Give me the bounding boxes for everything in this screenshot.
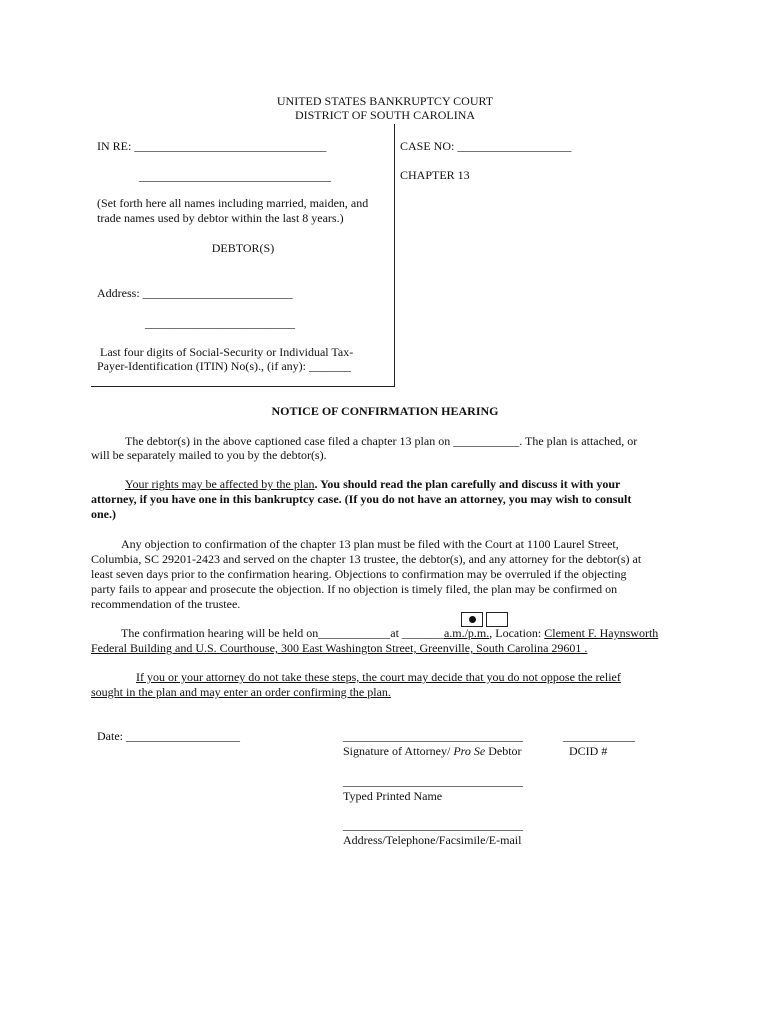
consequence-line2: sought in the plan and may enter an order confirming the plan. — [91, 685, 391, 699]
rights-affected-text: Your rights may be affected by the plan — [125, 477, 315, 491]
objection-line5: recommendation of the trustee. — [91, 597, 241, 611]
objection-line2: Columbia, SC 29201-2423 and served on the chapter 13 trustee, the debtor(s), and any attorney for the debtor(s) at — [91, 552, 642, 566]
rights-line2: attorney, if you have one in this bankruptcy case. (If you do not have an attorney, you may wish to consult — [91, 492, 632, 506]
ssn-note-line1: Last four digits of Social-Security or Individual Tax- — [100, 345, 354, 359]
debtor-text: Debtor — [485, 744, 522, 758]
court-name: UNITED STATES BANKRUPTCY COURT — [276, 94, 494, 108]
consequence-line1: If you or your attorney do not take these steps, the court may decide that you do not oppose the relief — [136, 670, 621, 684]
hearing-date-time-field[interactable]: The confirmation hearing will be held on____________at _______ — [121, 626, 444, 640]
rights-line3: one.) — [91, 507, 116, 521]
district-name: DISTRICT OF SOUTH CAROLINA — [294, 108, 476, 122]
location-label: , Location: — [489, 626, 545, 640]
debtors-label: DEBTOR(S) — [211, 241, 275, 255]
objection-line3: least seven days prior to the confirmation hearing. Objections to confirmation may be overruled if the objecting — [91, 567, 627, 581]
date-field[interactable]: Date: ___________________ — [97, 729, 240, 743]
am-selected-dot — [469, 616, 476, 623]
signature-field[interactable]: ______________________________ — [343, 729, 523, 743]
typed-name-field[interactable]: ______________________________ — [343, 774, 523, 788]
address-field-line2[interactable]: _________________________ — [145, 316, 295, 330]
rights-line1 — [125, 477, 620, 492]
pro-se-text: Pro Se — [453, 744, 486, 758]
names-note-line2: trade names used by debtor within the last 8 years.) — [97, 211, 344, 225]
contact-label: Address/Telephone/Facsimile/E-mail — [343, 833, 522, 847]
objection-line4: party fails to appear and prosecute the objection. If no objection is timely filed, the plan may be confirmed on — [91, 582, 618, 596]
location-name: Clement F. Haynsworth — [544, 626, 659, 640]
plan-filed-line1[interactable]: The debtor(s) in the above captioned case filed a chapter 13 plan on ___________. The plan is attached, or — [125, 434, 638, 448]
rights-bold-text: . You should read the plan carefully and discuss it with your — [314, 477, 621, 491]
contact-field[interactable]: ______________________________ — [343, 818, 523, 832]
case-number-field[interactable]: CASE NO: ___________________ — [400, 139, 572, 153]
in-re-field[interactable]: IN RE: ________________________________ — [97, 139, 327, 153]
signature-label — [343, 744, 522, 759]
notice-title: NOTICE OF CONFIRMATION HEARING — [271, 404, 499, 418]
pm-radio[interactable] — [486, 612, 508, 627]
objection-line1: Any objection to confirmation of the chapter 13 plan must be filed with the Court at 1100 Laurel Street, — [121, 537, 619, 551]
dcid-field[interactable]: ____________ — [563, 729, 635, 743]
am-radio[interactable] — [461, 612, 483, 627]
ssn-note-line2[interactable]: Payer-Identification (ITIN) No(s)., (if any): _______ — [97, 359, 352, 373]
names-note-line1: (Set forth here all names including married, maiden, and — [97, 196, 369, 210]
am-pm-label: a.m./p.m. — [443, 626, 490, 640]
hearing-line1 — [121, 626, 658, 641]
signature-label-text: Signature of Attorney/ — [343, 744, 454, 758]
debtor-name-line2[interactable]: ________________________________ — [139, 169, 331, 183]
address-field[interactable]: Address: _________________________ — [97, 286, 293, 300]
plan-filed-line2: will be separately mailed to you by the debtor(s). — [91, 448, 327, 462]
dcid-label: DCID # — [569, 744, 608, 758]
location-address: Federal Building and U.S. Courthouse, 300 East Washington Street, Greenville, South Carolina 29601 . — [91, 641, 588, 655]
chapter-label: CHAPTER 13 — [400, 168, 470, 182]
caption-divider-horizontal — [91, 386, 395, 387]
typed-name-label: Typed Printed Name — [343, 789, 443, 803]
